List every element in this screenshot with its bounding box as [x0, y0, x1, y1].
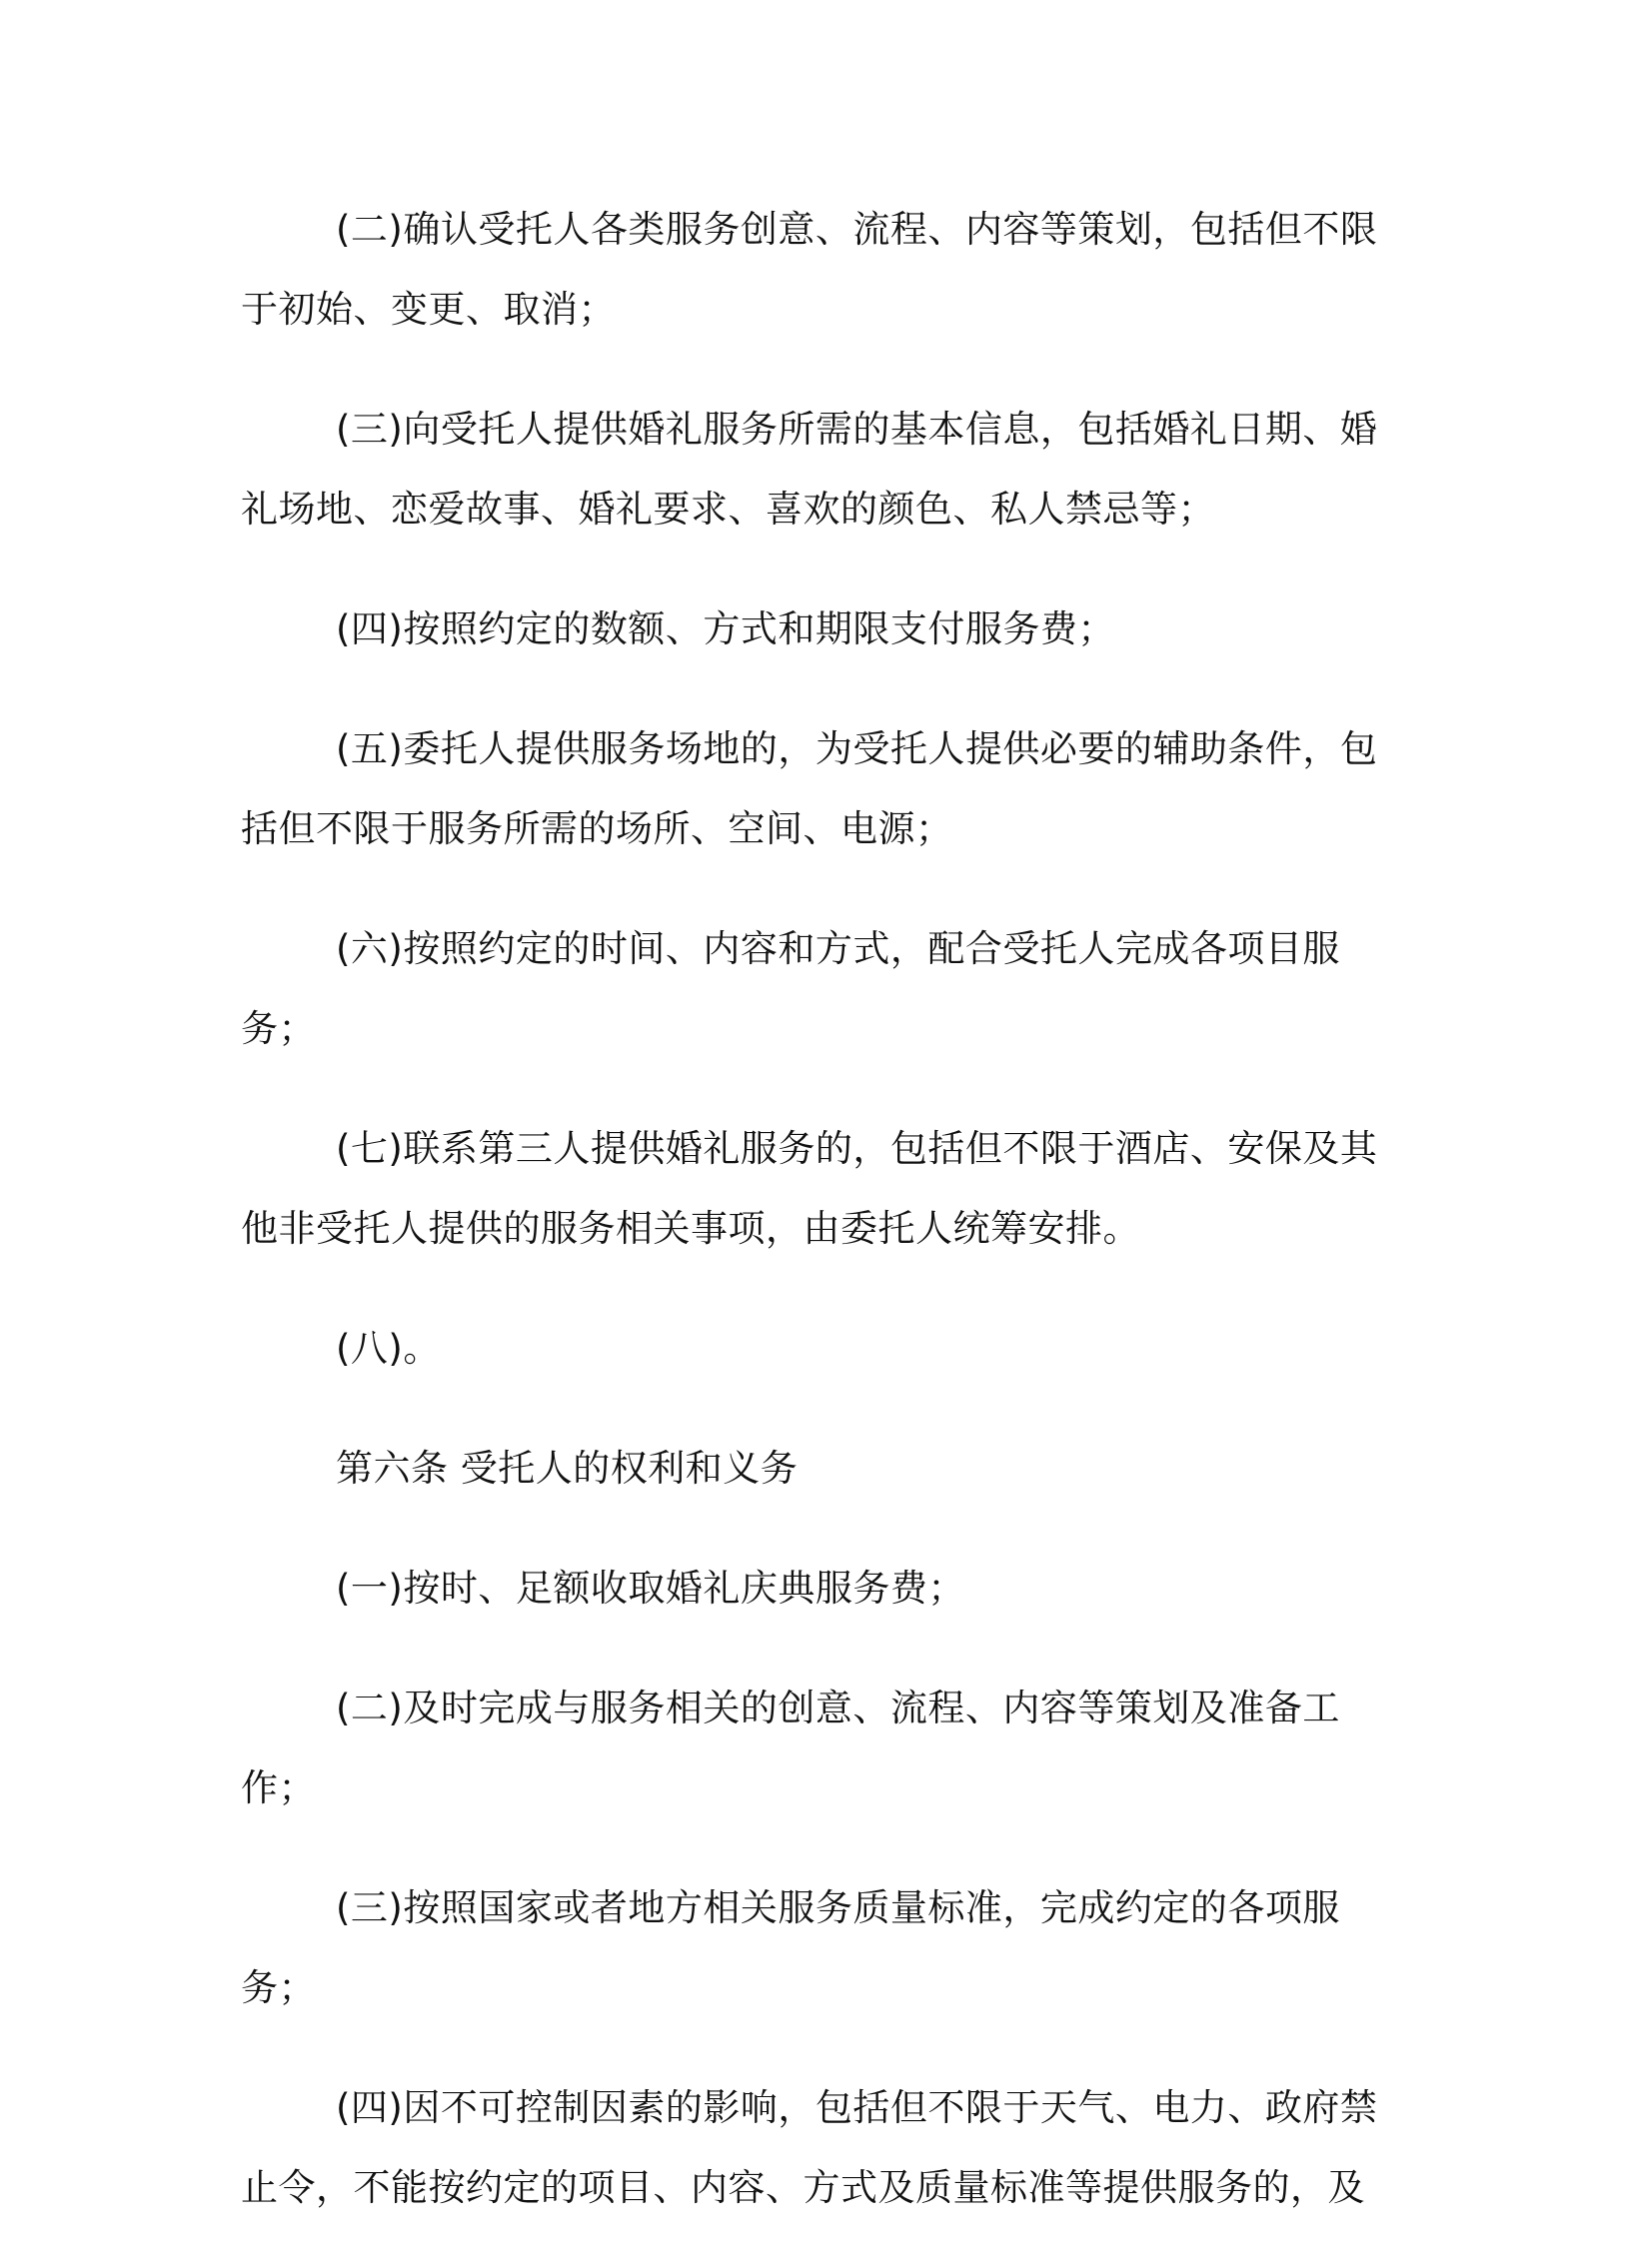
clause-paragraph: (二)及时完成与服务相关的创意、流程、内容等策划及准备工作；: [241, 1687, 1340, 1809]
clause-paragraph: (四)因不可控制因素的影响，包括但不限于天气、电力、政府禁止令，不能按约定的项目、内容、方式及质量标准等提供服务的，及: [241, 2086, 1378, 2209]
document-body: [241, 190, 1390, 2268]
clause-paragraph: (二)确认受托人各类服务创意、流程、内容等策划，包括但不限于初始、变更、取消；: [241, 208, 1378, 331]
clause-paragraph: (一)按时、足额收取婚礼庆典服务费；: [336, 1567, 965, 1610]
clause-paragraph: (七)联系第三人提供婚礼服务的，包括但不限于酒店、安保及其他非受托人提供的服务相关事项，由委托人统筹安排。: [241, 1127, 1378, 1250]
clause-paragraph: (八)。: [336, 1327, 441, 1370]
clause-paragraph: (三)向受托人提供婚礼服务所需的基本信息，包括婚礼日期、婚礼场地、恋爱故事、婚礼要求、喜欢的颜色、私人禁忌等；: [241, 408, 1378, 531]
clause-paragraph: (六)按照约定的时间、内容和方式，配合受托人完成各项目服务；: [241, 927, 1340, 1050]
clause-paragraph: (四)按照约定的数额、方式和期限支付服务费；: [336, 607, 1115, 650]
section-heading: 第六条 受托人的权利和义务: [336, 1447, 799, 1490]
clause-paragraph: (五)委托人提供服务场地的，为受托人提供必要的辅助条件，包括但不限于服务所需的场所、空间、电源；: [241, 727, 1378, 850]
clause-paragraph: (三)按照国家或者地方相关服务质量标准，完成约定的各项服务；: [241, 1886, 1340, 2009]
